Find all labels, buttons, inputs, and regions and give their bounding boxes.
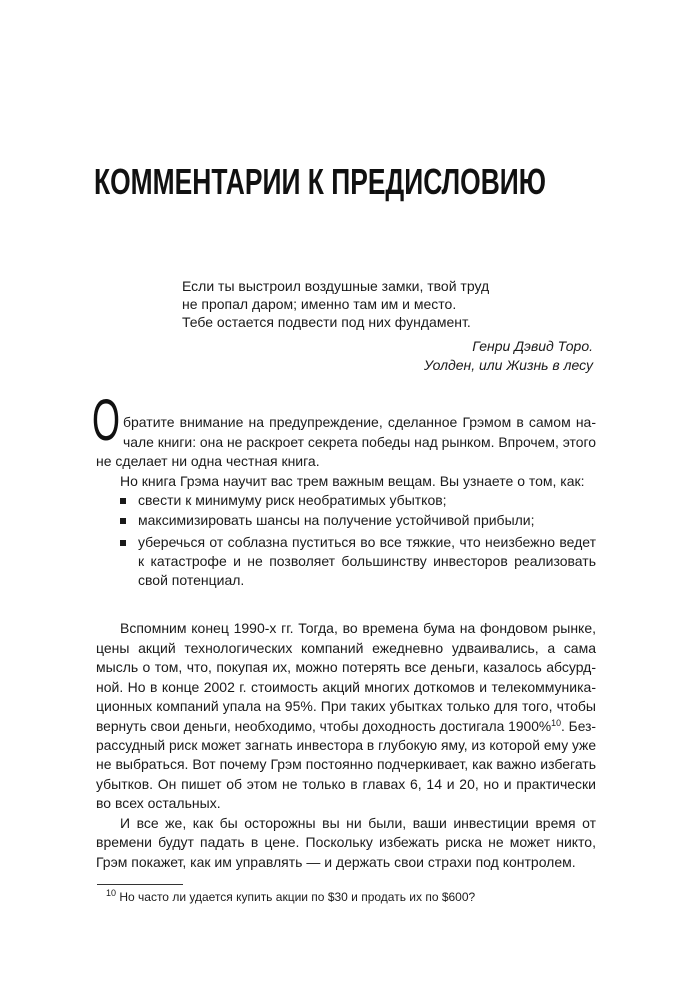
paragraph-line xyxy=(96,679,596,696)
epigraph-text: не пропал даром; именно там им и место. xyxy=(182,296,457,312)
line-text-part: . Без- xyxy=(561,718,597,734)
line-text xyxy=(96,718,596,735)
line-text: мысль о том, что, покупая их, можно потерять все деньги, казалось абсурд- xyxy=(96,659,596,675)
paragraph-line xyxy=(96,737,596,754)
line-text: рассудный риск может загнать инвестора в глубокую яму, из которой ему уже xyxy=(96,737,597,753)
line-text: времени будут падать в цене. Поскольку избежать риска не может никто, xyxy=(96,834,596,850)
paragraph-line xyxy=(96,834,596,851)
paragraph-line xyxy=(96,659,596,676)
line-text: Но книга Грэма научит вас трем важным вещам. Вы узнаете о том, как: xyxy=(120,473,585,489)
list-item xyxy=(138,534,596,551)
paragraph-line xyxy=(96,756,596,773)
epigraph-author: Генри Дэвид Торо. xyxy=(472,338,593,354)
epigraph-line xyxy=(182,278,489,295)
line-text: не выбраться. Вот почему Грэм постоянно подчеркивает, как важно избегать xyxy=(96,756,597,772)
epigraph-source: Уолден, или Жизнь в лесу xyxy=(423,357,593,373)
paragraph-line xyxy=(96,854,596,871)
chapter-title xyxy=(94,162,693,202)
list-item-text: свой потенциал. xyxy=(138,572,245,588)
line-text: убытков. Он пишет об этом не только в главах 6, 14 и 20, но и практически xyxy=(96,776,596,792)
epigraph-text: Если ты выстроил воздушные замки, твой труд xyxy=(182,278,490,294)
epigraph-line xyxy=(182,314,471,331)
line-text: во всех остальных. xyxy=(96,795,221,811)
list-item xyxy=(138,553,596,570)
list-item-text: к катастрофе и не позволяет большинству инвесторов реализовать xyxy=(138,553,596,569)
line-text: ционных компаний упала на 95%. При таких убытках только для того, чтобы xyxy=(96,698,596,714)
footnote xyxy=(106,889,475,905)
paragraph-line xyxy=(123,434,596,451)
bullet-icon xyxy=(120,540,126,546)
paragraph-line xyxy=(96,453,596,470)
chapter-title-text: КОММЕНТАРИИ К ПРЕДИСЛОВИЮ xyxy=(94,161,546,202)
footnote-number: 10 xyxy=(106,888,117,898)
line-text: братите внимание на предупреждение, сделанное Грэмом в самом на- xyxy=(123,414,597,430)
paragraph-line xyxy=(96,776,596,793)
bullet-icon xyxy=(120,518,126,524)
line-text: И все же, как бы осторожны вы ни были, ваши инвестиции время от xyxy=(120,815,597,831)
footnote-text: Но часто ли удается купить акции по $30 и продать их по $600? xyxy=(116,890,476,904)
line-text: не сделает ни одна честная книга. xyxy=(96,453,320,469)
line-text: ной. Но в конце 2002 г. стоимость акций многих доткомов и телекоммуника- xyxy=(96,679,596,695)
bullet-icon xyxy=(120,498,126,504)
paragraph-line xyxy=(96,640,596,657)
epigraph-line xyxy=(182,296,456,313)
paragraph-line xyxy=(96,698,596,715)
paragraph-line xyxy=(120,620,596,637)
line-text-part: вернуть свои деньги, необходимо, чтобы доходность достигала 1900% xyxy=(96,718,552,734)
list-item xyxy=(138,492,596,509)
line-text: Вспомним конец 1990-х гг. Тогда, во времена бума на фондовом рынке, xyxy=(120,620,597,636)
list-item-text: свести к минимуму риск необратимых убытков; xyxy=(138,492,447,508)
list-item xyxy=(138,572,596,589)
footnote-ref: 10 xyxy=(551,718,561,728)
list-item xyxy=(138,512,596,529)
drop-cap: О xyxy=(92,388,120,453)
paragraph-line xyxy=(96,795,596,812)
epigraph-text: Тебе остается подвести под них фундамент. xyxy=(182,314,471,330)
paragraph-line xyxy=(120,815,596,832)
paragraph-line xyxy=(123,414,596,431)
list-item-text: максимизировать шансы на получение устойчивой прибыли; xyxy=(138,512,535,528)
paragraph-line xyxy=(96,718,596,735)
line-text: Грэм покажет, как им управлять — и держать свои страхи под контролем. xyxy=(96,854,576,870)
footnote-divider xyxy=(97,884,183,885)
list-item-text: уберечься от соблазна пуститься во все тяжкие, что неизбежно ведет xyxy=(138,534,596,550)
line-text: чале книги: она не раскроет секрета победы над рынком. Впрочем, этого xyxy=(123,434,597,450)
line-text: цены акций технологических компаний ежедневно удваивались, а сама xyxy=(96,640,596,656)
paragraph-line xyxy=(120,473,596,490)
